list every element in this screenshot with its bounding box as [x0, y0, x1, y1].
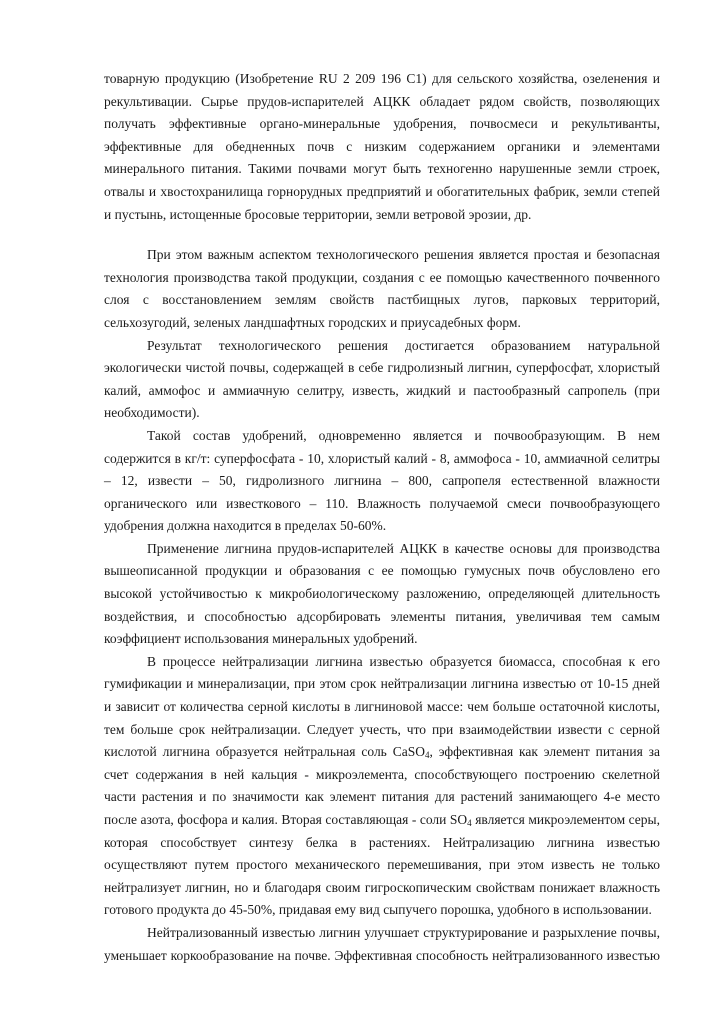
document-page — [104, 68, 660, 967]
paragraph-2: При этом важным аспектом технологического решения является простая и безопасная технология производства такой продукции, создания с ее помощью качественного почвенного слоя с восстановлением землям свойств пастбищных лугов, парковых территорий, сельхозугодий, зеленых ландшафтных городских и приусадебных форм. — [104, 247, 660, 330]
subscript-4-caso4: 4 — [424, 750, 430, 761]
paragraph-6-part-2: , эффективная как элемент питания за счет содержания в ней кальция - микроэлемента, способствующего построению скелетной части растения и по значимости как элемент питания для растений занимающего 4-е место после азота, фосфора и калия. Вторая составляющая - соли SO — [104, 744, 660, 827]
subscript-4-so4: 4 — [467, 818, 472, 828]
paragraph-3: Результат технологического решения достигается образованием натуральной экологически чистой почвы, содержащей в себе гидролизный лигнин, суперфосфат, хлористый калий, аммофос и аммиачную селитру, известь, жидкий и пастообразный сапропель (при необходимости). — [104, 337, 660, 421]
paragraph-6-part-3: является микроэлементом серы, которая способствует синтезу белка в растениях. Нейтрализацию лигнина известью осуществляют путем простого механического перемешивания, при этом известь не только нейтрализует лигнин, но и благодаря своим гигроскопическим свойствам понижает влажность готового продукта до 45-50%, придавая ему вид сыпучего порошка, удобного в использовании. — [104, 812, 660, 918]
paragraph-6-part-1: В процессе нейтрализации лигнина известью образуется биомасса, способная к его гумификации и минерализации, при этом срок нейтрализации лигнина известью от 10-15 дней и зависит от количества серной кислоты в лигниновой массе: чем больше остаточной кислоты, тем больше срок нейтрализации. Следует учесть, что при взаимодействии извести с серной кислотой лигнина образуется нейтральная соль CaSO — [104, 653, 660, 760]
paragraph-4: Такой состав удобрений, одновременно является и почвообразующим. В нем содержится в кг/т: суперфосфата - 10, хлористый калий - 8, аммофоса - 10, аммиачной селитры – 12, извести – 50, гидролизного лигнина – 800, сапропеля естественной влажности органического или известкового – 110. Влажность получаемой смеси почвообразующего удобрения должна находится в пределах 50-60%. — [104, 427, 660, 534]
paragraph-6 — [104, 651, 660, 922]
paragraph-7: Нейтрализованный известью лигнин улучшает структурирование и разрыхление почвы, уменьшает коркообразование на почве. Эффективная способность нейтрализованного известью — [104, 924, 660, 963]
paragraph-1: товарную продукцию (Изобретение RU 2 209 196 С1) для сельского хозяйства, озеленения и рекультивации. Сырье прудов-испарителей АЦКК обладает рядом свойств, позволяющих получать эффективные органо-минеральные удобрения, почвосмеси и рекультиванты, эффективные для обедненных почв с низким содержанием органики и элементами минерального питания. Такими почвами могут быть техногенно нарушенные земли строек, отвалы и хвостохранилища горнорудных предприятий и обогатительных фабрик, земли степей и пустынь, истощенные бросовые территории, земли ветровой эрозии, др. — [104, 71, 660, 222]
paragraph-5: Применение лигнина прудов-испарителей АЦКК в качестве основы для производства вышеописанной продукции и образования с ее помощью гумусных почв обусловлено его высокой устойчивостью к микробиологическому разложению, определяющей длительность воздействия, и способностью адсорбировать элементы питания, увеличивая тем самым коэффициент использования минеральных удобрений. — [104, 540, 660, 647]
